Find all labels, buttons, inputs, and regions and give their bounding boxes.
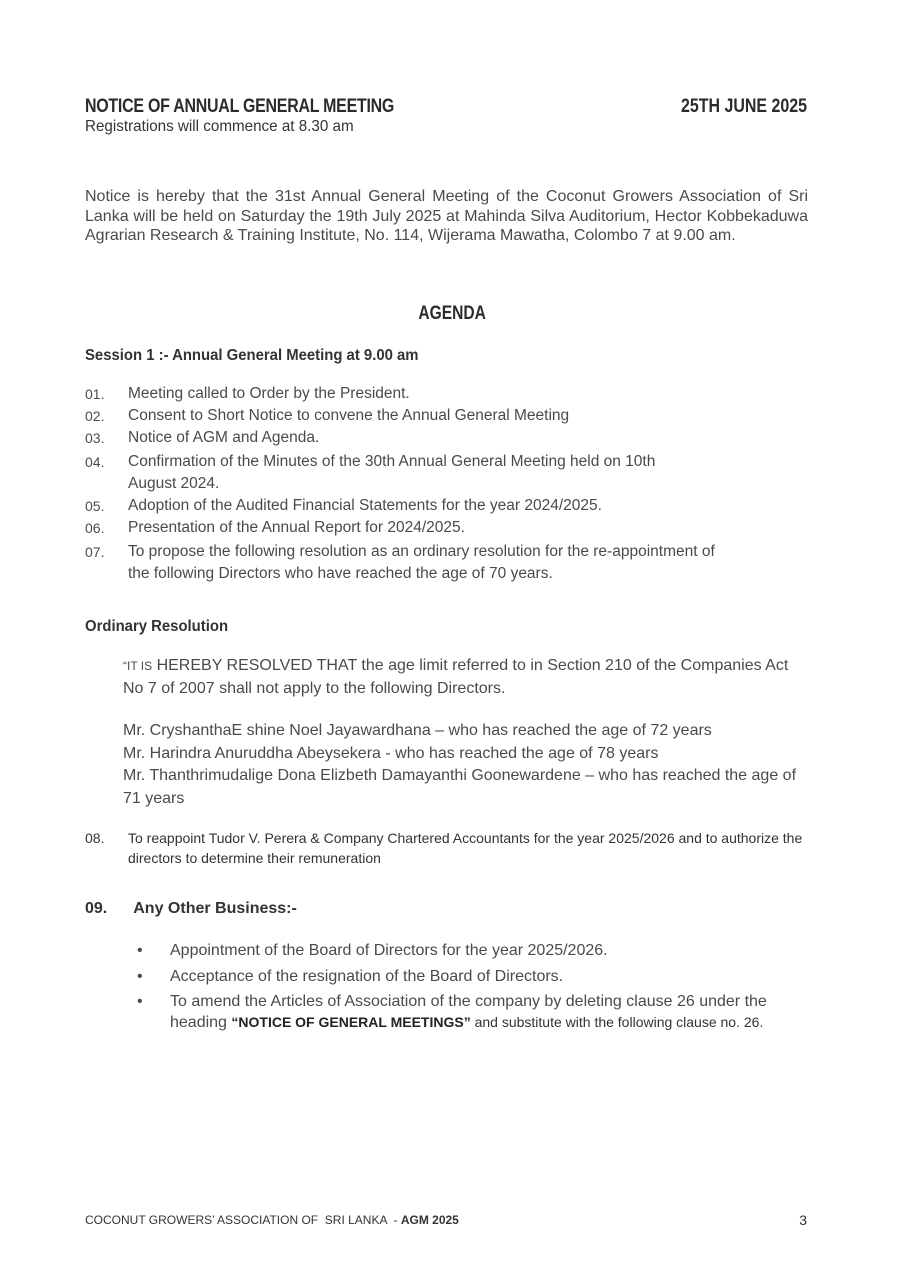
agenda-item [85, 541, 805, 585]
agenda-item [85, 405, 805, 427]
bullet-icon: • [137, 993, 143, 1010]
item-number: 08. [85, 830, 105, 846]
director-entry: Mr. Harindra Anuruddha Abeysekera - who has reached the age of 78 years [123, 744, 659, 762]
item-text-cont: the following Directors who have reached the age of 70 years. [128, 565, 553, 582]
bullet-item: • Acceptance of the resignation of the Board of Directors. [135, 966, 815, 988]
bullet-icon: • [137, 968, 143, 985]
notice-title: NOTICE OF ANNUAL GENERAL MEETING [85, 96, 395, 117]
resolution-text: “IT IS HEREBY RESOLVED THAT the age limit referred to in Section 210 of the Companies Act No 7 of 2007 shall not apply to the following Directors. [123, 657, 789, 697]
agenda-item [85, 427, 805, 449]
item-text: Notice of AGM and Agenda. [128, 429, 320, 446]
item-number: 02. [85, 408, 105, 424]
intro-paragraph: Notice is hereby that the 31st Annual General Meeting of the Coconut Growers Association of Sri Lanka will be held on Saturday the 19th July 2025 at Mahinda Silva Auditorium, Hector Kobbekaduwa Agrarian Research & Training Institute, No. 114, Wijerama Mawatha, Colombo 7 at 9.00 am. [85, 188, 808, 244]
item-number: 09. [85, 900, 108, 917]
item-number: 06. [85, 520, 105, 536]
agenda-item [85, 451, 805, 495]
directors-list [123, 720, 813, 810]
agenda-heading: AGENDA [418, 303, 487, 324]
director-entry: Mr. Thanthrimudalige Dona Elizbeth Damayanthi Goonewardene – who has reached the age of 71 years [123, 767, 797, 807]
agenda-item-08 [85, 828, 805, 868]
item-text: Confirmation of the Minutes of the 30th Annual General Meeting held on 10th [128, 453, 656, 470]
agenda-item [85, 517, 805, 539]
registration-note: Registrations will commence at 8.30 am [85, 118, 354, 135]
ordinary-resolution-heading: Ordinary Resolution [85, 618, 229, 635]
bullet-icon: • [137, 942, 143, 959]
item-number: 01. [85, 386, 105, 402]
item-number: 03. [85, 430, 105, 446]
footer-text: COCONUT GROWERS’ ASSOCIATION OF SRI LANKA - AGM 2025 [85, 1213, 459, 1227]
agenda-item [85, 495, 805, 517]
item-text: To reappoint Tudor V. Perera & Company Chartered Accountants for the year 2025/2026 and to authorize the directors to determine their remuneration [128, 830, 803, 866]
item-text-cont: August 2024. [128, 475, 220, 492]
item-text: Presentation of the Annual Report for 2024/2025. [128, 519, 465, 536]
item-number: 04. [85, 454, 105, 470]
item-text: Consent to Short Notice to convene the Annual General Meeting [128, 407, 570, 424]
page-number: 3 [799, 1212, 807, 1228]
item-text: Adoption of the Audited Financial Statements for the year 2024/2025. [128, 497, 602, 514]
bullet-item: • To amend the Articles of Association of the company by deleting clause 26 under the heading “NOTICE OF GENERAL MEETINGS” and substitute with the following clause no. 26. [137, 993, 767, 1031]
agenda-item-09 [85, 900, 297, 918]
notice-date: 25TH JUNE 2025 [681, 96, 807, 117]
other-business-list [135, 940, 815, 1037]
item-text: Meeting called to Order by the President. [128, 385, 410, 402]
item-text: To propose the following resolution as an ordinary resolution for the re-appointment of [128, 543, 715, 560]
item-number: 05. [85, 498, 105, 514]
item-text: Any Other Business:- [133, 900, 297, 917]
bullet-item: • Appointment of the Board of Directors for the year 2025/2026. [135, 940, 815, 962]
item-number: 07. [85, 544, 105, 560]
director-entry: Mr. CryshanthaE shine Noel Jayawardhana – who has reached the age of 72 years [123, 722, 712, 739]
session-heading: Session 1 :- Annual General Meeting at 9.00 am [85, 347, 419, 364]
agenda-item [85, 383, 805, 405]
